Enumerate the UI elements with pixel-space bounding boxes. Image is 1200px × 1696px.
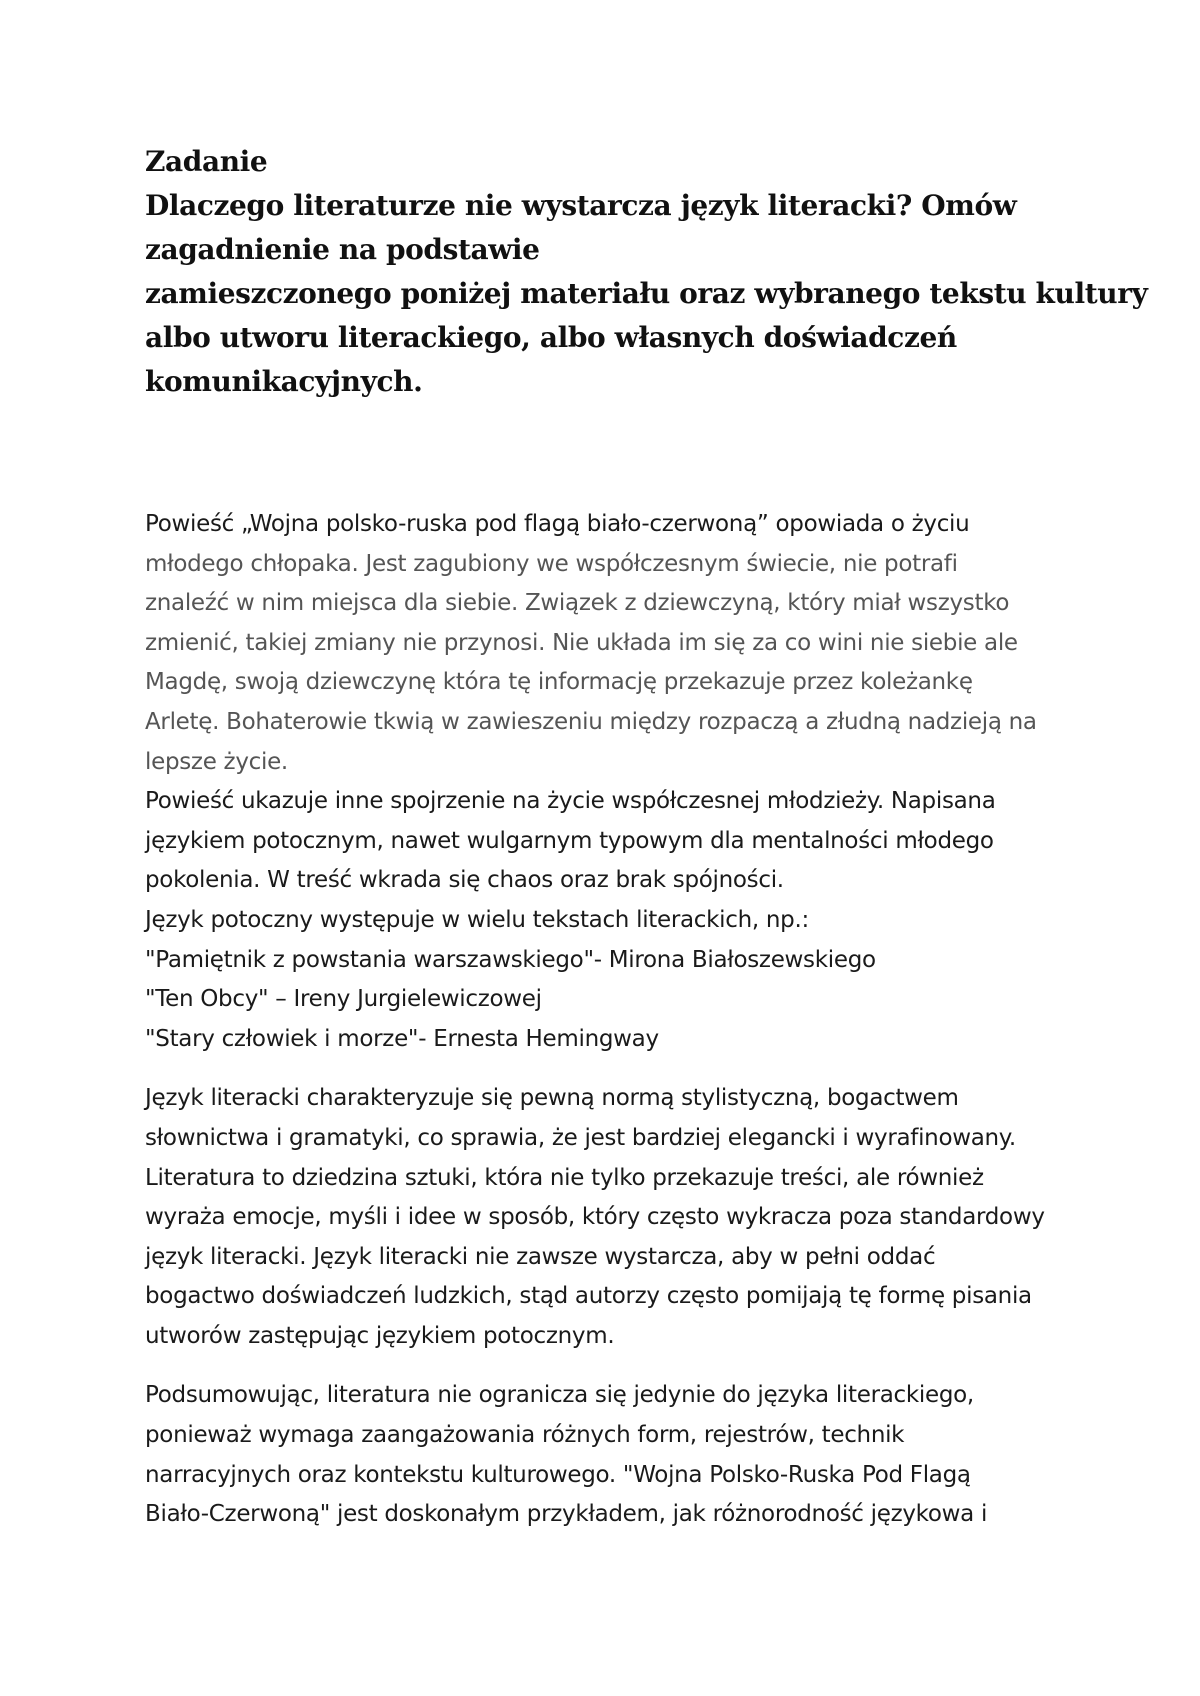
text-line: Powieść ukazuje inne spojrzenie na życie współczesnej młodzieży. Napisana	[145, 788, 996, 815]
text-line: zmienić, takiej zmiany nie przynosi. Nie układa im się za co wini nie siebie ale	[145, 629, 1018, 656]
text-line: Język potoczny występuje w wielu tekstach literackich, np.:	[145, 906, 809, 933]
paragraph-gap	[145, 1059, 1105, 1079]
heading-line: Dlaczego literaturze nie wystarcza język literacki? Omów	[145, 189, 1017, 222]
text-line: narracyjnych oraz kontekstu kulturowego. "Wojna Polsko-Ruska Pod Flagą	[145, 1461, 971, 1488]
text-line: pokolenia. W treść wkrada się chaos oraz brak spójności.	[145, 867, 784, 894]
text-line: utworów zastępując językiem potocznym.	[145, 1322, 615, 1349]
heading-line: albo utworu literackiego, albo własnych doświadczeń	[145, 321, 957, 354]
heading-line: zagadnienie na podstawie	[145, 233, 540, 266]
text-line: Arletę. Bohaterowie tkwią w zawieszeniu między rozpaczą a złudną nadzieją na	[145, 708, 1037, 735]
text-line: ponieważ wymaga zaangażowania różnych form, rejestrów, technik	[145, 1422, 905, 1449]
text-line: młodego chłopaka. Jest zagubiony we współczesnym świecie, nie potrafi	[145, 550, 958, 577]
essay-body	[145, 505, 1105, 1535]
text-line: Magdę, swoją dziewczynę która tę informację przekazuje przez koleżankę	[145, 669, 973, 696]
text-line: Język literacki charakteryzuje się pewną normą stylistyczną, bogactwem	[145, 1085, 959, 1112]
paragraph-literary-language	[145, 1079, 1105, 1356]
text-line: Biało-Czerwoną" jest doskonałym przykładem, jak różnorodność językowa i	[145, 1501, 988, 1528]
text-line: znaleźć w nim miejsca dla siebie. Związek z dziewczyną, który miał wszystko	[145, 590, 1010, 617]
text-line: słownictwa i gramatyki, co sprawia, że jest bardziej elegancki i wyrafinowany.	[145, 1124, 1016, 1151]
heading-line: Zadanie	[145, 145, 268, 178]
text-line: "Stary człowiek i morze"- Ernesta Hemingway	[145, 1025, 659, 1052]
text-line: "Ten Obcy" – Ireny Jurgielewiczowej	[145, 986, 542, 1013]
text-line: wyraża emocje, myśli i idee w sposób, który często wykracza poza standardowy	[145, 1204, 1045, 1231]
text-line: Literatura to dziedzina sztuki, która nie tylko przekazuje treści, ale również	[145, 1164, 984, 1191]
text-line: lepsze życie.	[145, 748, 288, 775]
paragraph-conclusion	[145, 1376, 1105, 1534]
heading-line: zamieszczonego poniżej materiału oraz wybranego tekstu kultury	[145, 277, 1148, 310]
text-line: Powieść „Wojna polsko-ruska pod flagą biało-czerwoną” opowiada o życiu	[145, 511, 970, 537]
text-line: językiem potocznym, nawet wulgarnym typowym dla mentalności młodego	[145, 827, 994, 854]
paragraph-summary	[145, 505, 1105, 782]
text-line: język literacki. Język literacki nie zawsze wystarcza, aby w pełni oddać	[145, 1243, 936, 1270]
text-line: "Pamiętnik z powstania warszawskiego"- Mirona Białoszewskiego	[145, 946, 876, 973]
paragraph-colloquial-language	[145, 782, 1105, 1059]
paragraph-gap	[145, 1356, 1105, 1376]
text-line: bogactwo doświadczeń ludzkich, stąd autorzy często pomijają tę formę pisania	[145, 1283, 1032, 1310]
heading-line: komunikacyjnych.	[145, 365, 423, 398]
text-line: Podsumowując, literatura nie ogranicza się jedynie do języka literackiego,	[145, 1382, 974, 1409]
task-heading	[145, 140, 1148, 404]
